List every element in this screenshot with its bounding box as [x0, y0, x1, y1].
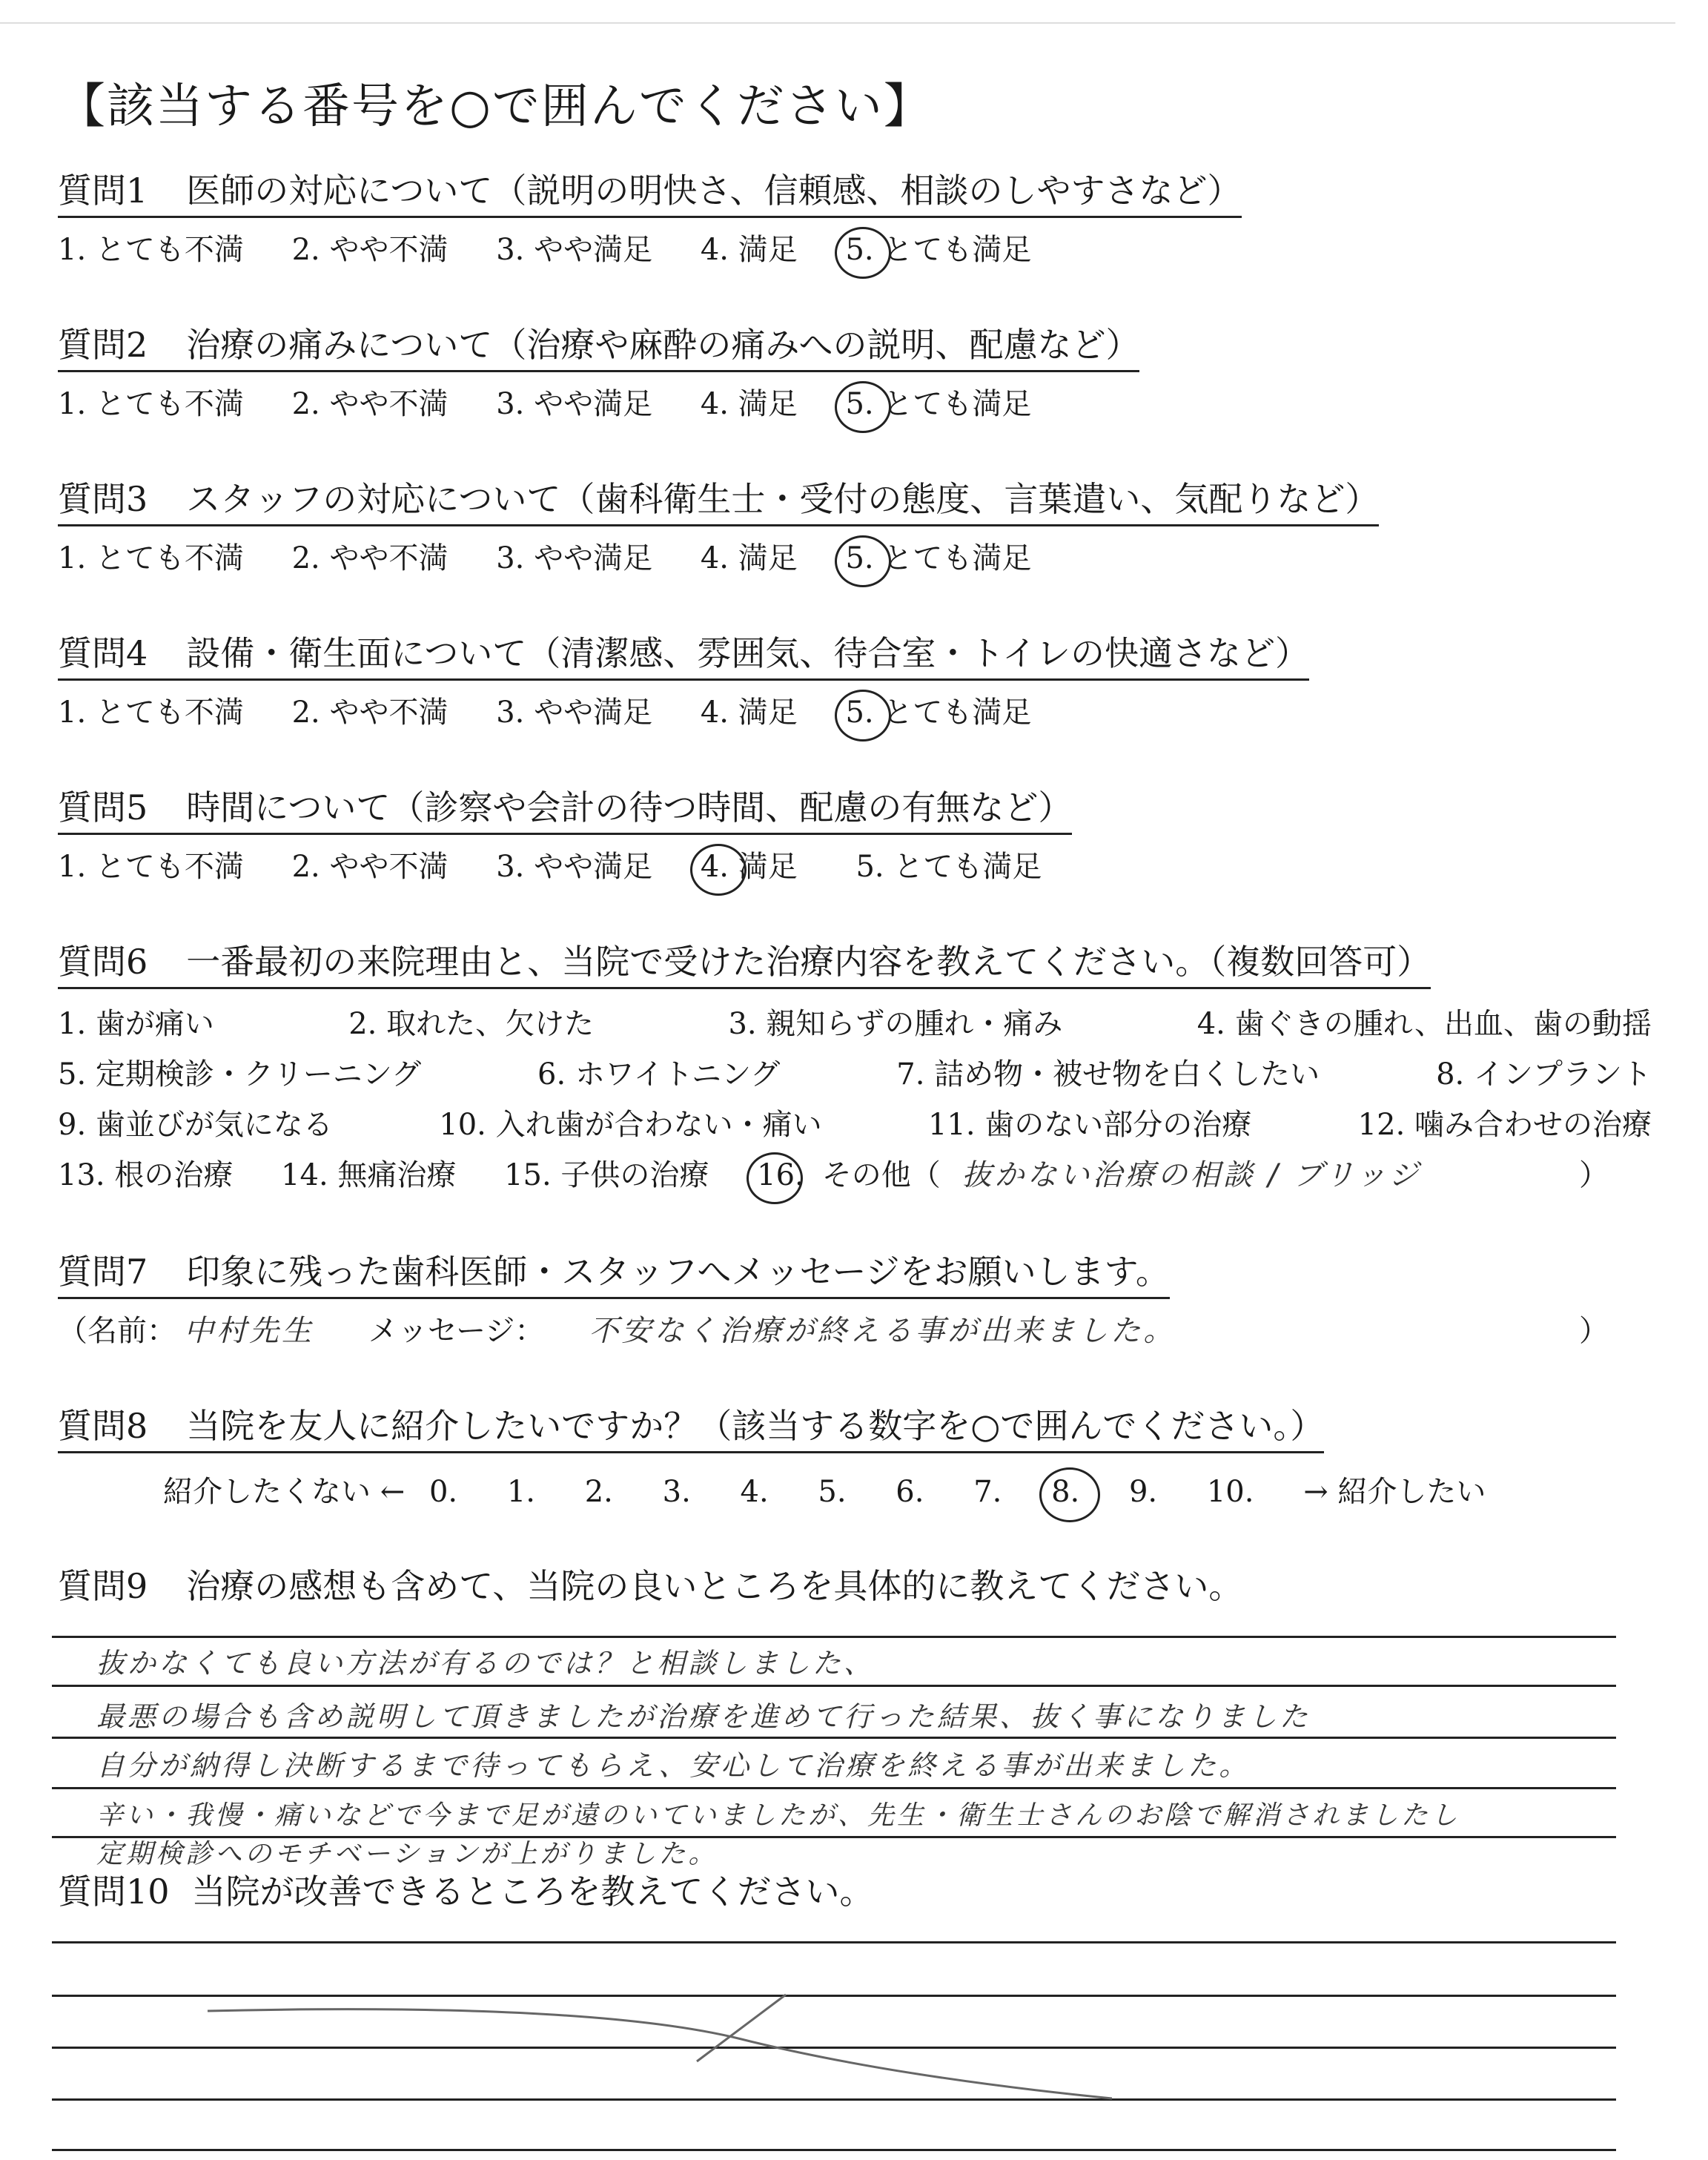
option-1[interactable]: 1. とても不満 — [58, 233, 244, 267]
option-2[interactable]: 2. やや不満 — [291, 387, 448, 421]
q9-answer-line-2[interactable]: 最悪の場合も含め説明して頂きましたが治療を進めて行った結果、抜く事になりました — [96, 1700, 1311, 1733]
page-title: 【該当する番号を○で囲んでください】 — [58, 79, 933, 134]
option-2[interactable]: 2. やや不満 — [291, 233, 448, 267]
question-label: 質問3 — [58, 479, 148, 519]
q9-answer-line-1[interactable]: 抜かなくても良い方法が有るのでは？と相談しました、 — [96, 1647, 875, 1680]
question-label: 質問10 — [58, 1872, 170, 1912]
q8-option-4[interactable]: 4. — [740, 1475, 769, 1509]
q6-option-4[interactable]: 4. 歯ぐきの腫れ、出血、歯の動揺 — [1196, 1007, 1652, 1041]
question-label: 質問7 — [58, 1252, 148, 1292]
option-5[interactable]: 5. とても満足 — [855, 850, 1042, 884]
option-4[interactable]: 4. 満足 — [700, 696, 798, 730]
question-label: 質問1 — [58, 171, 148, 211]
q6-option-3[interactable]: 3. 親知らずの腫れ・痛み — [728, 1007, 1063, 1041]
q6-option-7[interactable]: 7. 詰め物・被せ物を白くしたい — [896, 1057, 1320, 1091]
q6-option-16-selected[interactable]: 16. — [757, 1158, 804, 1192]
option-1[interactable]: 1. とても不満 — [58, 387, 244, 421]
q6-option-13[interactable]: 13. 根の治療 — [58, 1158, 234, 1192]
q6-option-8[interactable]: 8. インプラント — [1436, 1057, 1652, 1091]
option-5-selected[interactable]: 5. とても満足 — [845, 233, 1032, 267]
q8-option-2[interactable]: 2. — [584, 1475, 613, 1509]
question-label: 質問5 — [58, 787, 148, 828]
q6-other-label: その他（ — [821, 1158, 941, 1192]
option-5-selected[interactable]: 5. とても満足 — [845, 541, 1032, 575]
option-2[interactable]: 2. やや不満 — [291, 850, 448, 884]
question-label: 質問8 — [58, 1406, 148, 1446]
option-4[interactable]: 4. 満足 — [700, 387, 798, 421]
q6-option-6[interactable]: 6. ホワイトニング — [537, 1057, 781, 1091]
q6-other-handwritten[interactable]: 抜かない治療の相談 / ブリッジ — [961, 1158, 1422, 1192]
option-4-selected[interactable]: 4. 満足 — [700, 850, 798, 884]
q8-left-label: 紹介したくない ← — [163, 1475, 406, 1509]
q6-option-11[interactable]: 11. 歯のない部分の治療 — [927, 1108, 1252, 1142]
q6-option-5[interactable]: 5. 定期検診・クリーニング — [58, 1057, 422, 1091]
q8-option-1[interactable]: 1. — [506, 1475, 536, 1509]
q6-close-paren: ） — [1579, 1158, 1609, 1192]
q6-option-15[interactable]: 15. 子供の治療 — [504, 1158, 709, 1192]
option-2[interactable]: 2. やや不満 — [291, 696, 448, 730]
q7-close-paren: ） — [1579, 1314, 1609, 1348]
q6-option-9[interactable]: 9. 歯並びが気になる — [58, 1108, 333, 1142]
q8-right-label: → 紹介したい — [1303, 1475, 1486, 1509]
q8-option-3[interactable]: 3. — [662, 1475, 691, 1509]
q6-option-12[interactable]: 12. 噛み合わせの治療 — [1357, 1108, 1652, 1142]
q8-option-8-selected[interactable]: 8. — [1051, 1475, 1080, 1509]
option-1[interactable]: 1. とても不満 — [58, 850, 244, 884]
q7-message-handwritten[interactable]: 不安なく治療が終える事が出来ました。 — [589, 1314, 1176, 1348]
q8-option-6[interactable]: 6. — [896, 1475, 924, 1509]
option-5-selected[interactable]: 5. とても満足 — [845, 387, 1032, 421]
q9-answer-line-4[interactable]: 辛い・我慢・痛いなどで今まで足が遠のいていましたが、先生・衛生士さんのお陰で解消されましたし — [96, 1800, 1461, 1831]
question-text: 治療の痛みについて（治療や麻酔の痛みへの説明、配慮など） — [186, 325, 1140, 365]
q7-name-label: （名前： — [58, 1314, 176, 1348]
question-text: 一番最初の来院理由と、当院で受けた治療内容を教えてください。（複数回答可） — [186, 942, 1431, 982]
q9-answer-line-3[interactable]: 自分が納得し決断するまで待ってもらえ、安心して治療を終える事が出来ました。 — [96, 1749, 1251, 1782]
option-3[interactable]: 3. やや満足 — [496, 696, 653, 730]
question-text: 医師の対応について（説明の明快さ、信頼感、相談のしやすさなど） — [186, 171, 1242, 211]
question-label: 質問2 — [58, 325, 148, 365]
q6-option-2[interactable]: 2. 取れた、欠けた — [348, 1007, 595, 1041]
q8-option-7[interactable]: 7. — [973, 1475, 1002, 1509]
option-3[interactable]: 3. やや満足 — [496, 387, 653, 421]
option-1[interactable]: 1. とても不満 — [58, 541, 244, 575]
option-4[interactable]: 4. 満足 — [700, 541, 798, 575]
option-4[interactable]: 4. 満足 — [700, 233, 798, 267]
q7-name-handwritten[interactable]: 中村先生 — [184, 1314, 314, 1348]
q8-option-9[interactable]: 9. — [1128, 1475, 1158, 1509]
q8-option-10[interactable]: 10. — [1206, 1475, 1254, 1509]
question-text: 治療の感想も含めて、当院の良いところを具体的に教えてください。 — [186, 1566, 1243, 1606]
q6-option-10[interactable]: 10. 入れ歯が合わない・痛い — [439, 1108, 822, 1142]
q7-message-label: メッセージ： — [368, 1314, 545, 1348]
option-5-selected[interactable]: 5. とても満足 — [845, 696, 1032, 730]
question-text: 当院を友人に紹介したいですか？（該当する数字を○で囲んでください。） — [186, 1406, 1325, 1446]
question-label: 質問6 — [58, 942, 148, 982]
question-text: 時間について（診察や会計の待つ時間、配慮の有無など） — [186, 787, 1073, 828]
q9-answer-line-5[interactable]: 定期検診へのモチベーションが上がりました。 — [96, 1839, 718, 1869]
q8-option-0[interactable]: 0. — [428, 1475, 458, 1509]
question-text: 設備・衛生面について（清潔感、雰囲気、待合室・トイレの快適さなど） — [186, 633, 1310, 673]
question-label: 質問4 — [58, 633, 148, 673]
option-3[interactable]: 3. やや満足 — [496, 233, 653, 267]
question-label: 質問9 — [58, 1566, 148, 1606]
question-text: 当院が改善できるところを教えてください。 — [191, 1872, 874, 1912]
option-3[interactable]: 3. やや満足 — [496, 541, 653, 575]
option-1[interactable]: 1. とても不満 — [58, 696, 244, 730]
q8-option-5[interactable]: 5. — [818, 1475, 847, 1509]
option-2[interactable]: 2. やや不満 — [291, 541, 448, 575]
question-text: 印象に残った歯科医師・スタッフへメッセージをお願いします。 — [186, 1252, 1170, 1292]
q6-option-1[interactable]: 1. 歯が痛い — [58, 1007, 214, 1041]
q6-option-14[interactable]: 14. 無痛治療 — [281, 1158, 457, 1192]
option-3[interactable]: 3. やや満足 — [496, 850, 653, 884]
question-text: スタッフの対応について（歯科衛生士・受付の態度、言葉遣い、気配りなど） — [186, 479, 1380, 519]
